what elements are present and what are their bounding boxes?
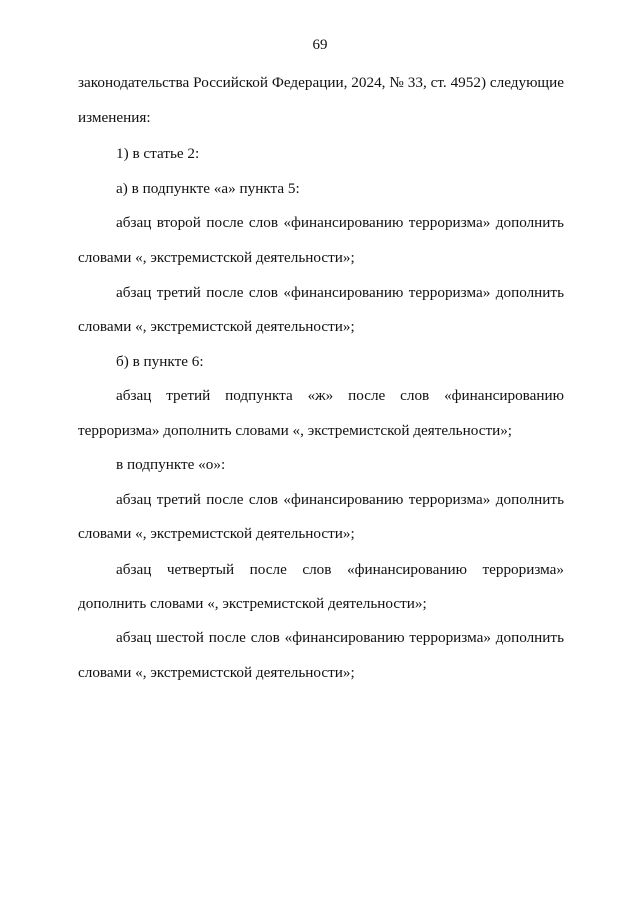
paragraph-line: словами «, экстремистской деятельности»;	[78, 525, 355, 542]
paragraph-line: словами «, экстремистской деятельности»;	[78, 318, 355, 335]
paragraph-line: абзац четвертый после слов «финансированию терроризма»	[116, 561, 564, 578]
paragraph-line: изменения:	[78, 109, 151, 126]
paragraph-line: законодательства Российской Федерации, 2024, № 33, ст. 4952) следующие	[78, 74, 564, 91]
paragraph-line: абзац третий после слов «финансированию терроризма» дополнить	[116, 284, 564, 301]
subitem-heading: б) в пункте 6:	[116, 353, 204, 370]
paragraph-line: абзац третий после слов «финансированию терроризма» дополнить	[116, 491, 564, 508]
paragraph-line: абзац третий подпункта «ж» после слов «финансированию	[116, 387, 564, 404]
page-number: 69	[312, 37, 328, 53]
paragraph-line: словами «, экстремистской деятельности»;	[78, 664, 355, 681]
subitem-heading: в подпункте «о»:	[116, 456, 226, 473]
paragraph-line: абзац второй после слов «финансированию терроризма» дополнить	[116, 214, 564, 231]
paragraph-line: словами «, экстремистской деятельности»;	[78, 249, 355, 266]
list-item-heading: 1) в статье 2:	[116, 145, 200, 162]
paragraph-line: терроризма» дополнить словами «, экстремистской деятельности»;	[78, 422, 513, 439]
paragraph-line: дополнить словами «, экстремистской деятельности»;	[78, 595, 427, 612]
subitem-heading: а) в подпункте «а» пункта 5:	[116, 180, 300, 197]
paragraph-line: абзац шестой после слов «финансированию терроризма» дополнить	[116, 629, 564, 646]
